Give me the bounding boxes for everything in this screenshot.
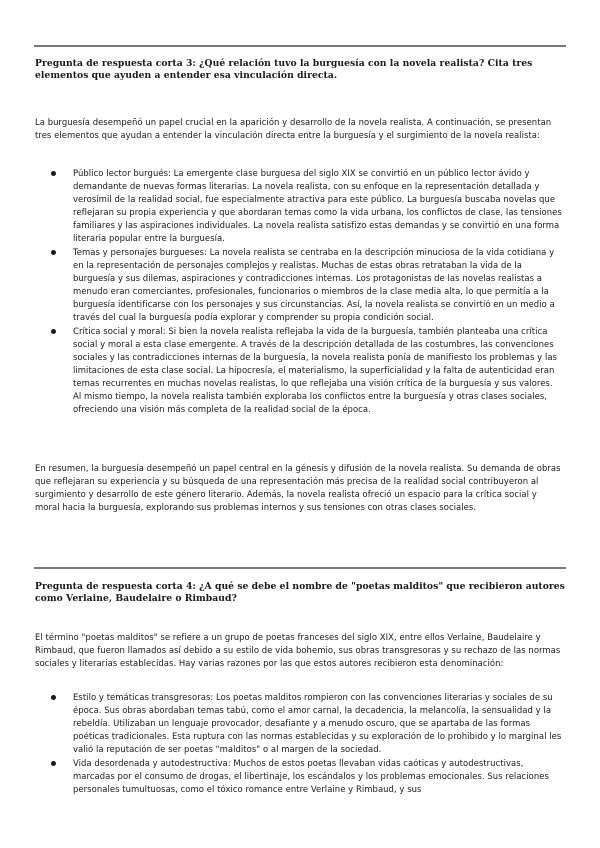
question-3-title: Pregunta de respuesta corta 3: ¿Qué relación tuvo la burguesía con la novela realista? Cita tres elementos que ayuden a entender esa vinculación directa. [35,58,533,81]
list-item-text: Crítica social y moral: Si bien la novela realista reflejaba la vida de la burguesía, también planteaba una crítica social y moral a esta clase emergente. A través de la descripción detallada de las costumbres, las convenciones sociales y las contradicciones internas de la burguesía, la novela realista ponía de manifiesto los problemas y las limitaciones de esta clase social. La hipocresía, el materialismo, la superficialidad y la falta de autenticidad eran temas recurrentes en muchas novelas realistas, lo que reflejaba una visión crítica de la burguesía y sus valores. Al mismo tiempo, la novela realista también exploraba los conflictos entre la burguesía y otras clases sociales, ofreciendo una visión más completa de la realidad social de la época. [73,326,557,414]
question-3-intro: La burguesía desempeñó un papel crucial en la aparición y desarrollo de la novela realista. A continuación, se presentan tres elementos que ayudan a entender la vinculación directa entre la burguesía y el surgimiento de la novela realista: [35,117,552,140]
list-item-text: Temas y personajes burgueses: La novela realista se centraba en la descripción minuciosa de la vida cotidiana y en la representación de personajes complejos y realistas. Muchas de estas obras retrataban la vida de la burguesía y sus dilemas, aspiraciones y contradicciones internas. Los protagonistas de las novelas realistas a menudo eran comerciantes, profesionales, funcionarios o miembros de la clase media alta, lo que permitía a la burguesía identificarse con los personajes y sus circunstancias. Así, la novela realista se convirtió en un medio a través del cual la burguesía podía explorar y comprender su propia condición social. [73,247,555,322]
bullet-icon [51,761,56,766]
list-item-text: Estilo y temáticas transgresoras: Los poetas malditos rompieron con las convenciones literarias y sociales de su época. Sus obras abordaban temas tabú, como el amor carnal, la decadencia, la melancolía, la sensualidad y la rebeldía. Utilizaban un lenguaje provocador, desafiante y a menudo oscuro, que se apartaba de las formas poéticas tradicionales. Esta ruptura con las normas establecidas y su exploración de lo prohibido y lo marginal les valió la reputación de ser poetas "malditos" o al margen de la sociedad. [73,692,562,754]
list-item-text: Público lector burgués: La emergente clase burguesa del siglo XIX se convirtió en un público lector ávido y demandante de nuevas formas literarias. La novela realista, con su enfoque en la representación detallada y verosímil de la realidad social, fue especialmente atractiva para este público. La burguesía buscaba novelas que reflejaran su propia experiencia y que abordaran temas como la vida urbana, los conflictos de clase, las tensiones familiares y las aspiraciones individuales. La novela realista satisfizo estas demandas y se convirtió en una forma literaria popular entre la burguesía. [73,168,562,243]
section-divider [34,567,566,569]
bullet-icon [51,171,56,176]
list-item-text: Vida desordenada y autodestructiva: Muchos de estos poetas llevaban vidas caóticas y autodestructivas, marcadas por el consumo de drogas, el libertinaje, los escándalos y los problemas emocionales. Sus relaciones personales tumultuosas, como el tóxico romance entre Verlaine y Rimbaud, y sus [73,758,549,794]
list-item [35,167,563,245]
list-item [35,691,563,756]
question-4-intro: El término "poetas malditos" se refiere a un grupo de poetas franceses del siglo XIX, entre ellos Verlaine, Baudelaire y Rimbaud, que fueron llamados así debido a su estilo de vida bohemio, sus obras transgresoras y su rechazo de las normas sociales y literarias establecidas. Hay varias razones por las que estos autores recibieron esta denominación: [35,632,561,668]
list-item [35,757,563,796]
question-3-conclusion: En resumen, la burguesía desempeñó un papel central en la génesis y difusión de la novela realista. Su demanda de obras que reflejaran su experiencia y su búsqueda de una representación más precisa de la realidad social contribuyeron al surgimiento y desarrollo de este género literario. Además, la novela realista ofreció un espacio para la crítica social y moral hacia la burguesía, explorando sus problemas internos y sus tensiones con otras clases sociales. [35,463,561,512]
question-4-title: Pregunta de respuesta corta 4: ¿A qué se debe el nombre de "poetas malditos" que recibieron autores como Verlaine, Baudelaire o Rimbaud? [35,581,565,604]
bullet-icon [51,250,56,255]
question-3-bullet-list [35,167,563,417]
bullet-icon [51,695,56,700]
bullet-icon [51,329,56,334]
section-divider [34,45,566,47]
question-4-bullet-list [35,691,563,797]
list-item [35,246,563,324]
list-item [35,325,563,416]
